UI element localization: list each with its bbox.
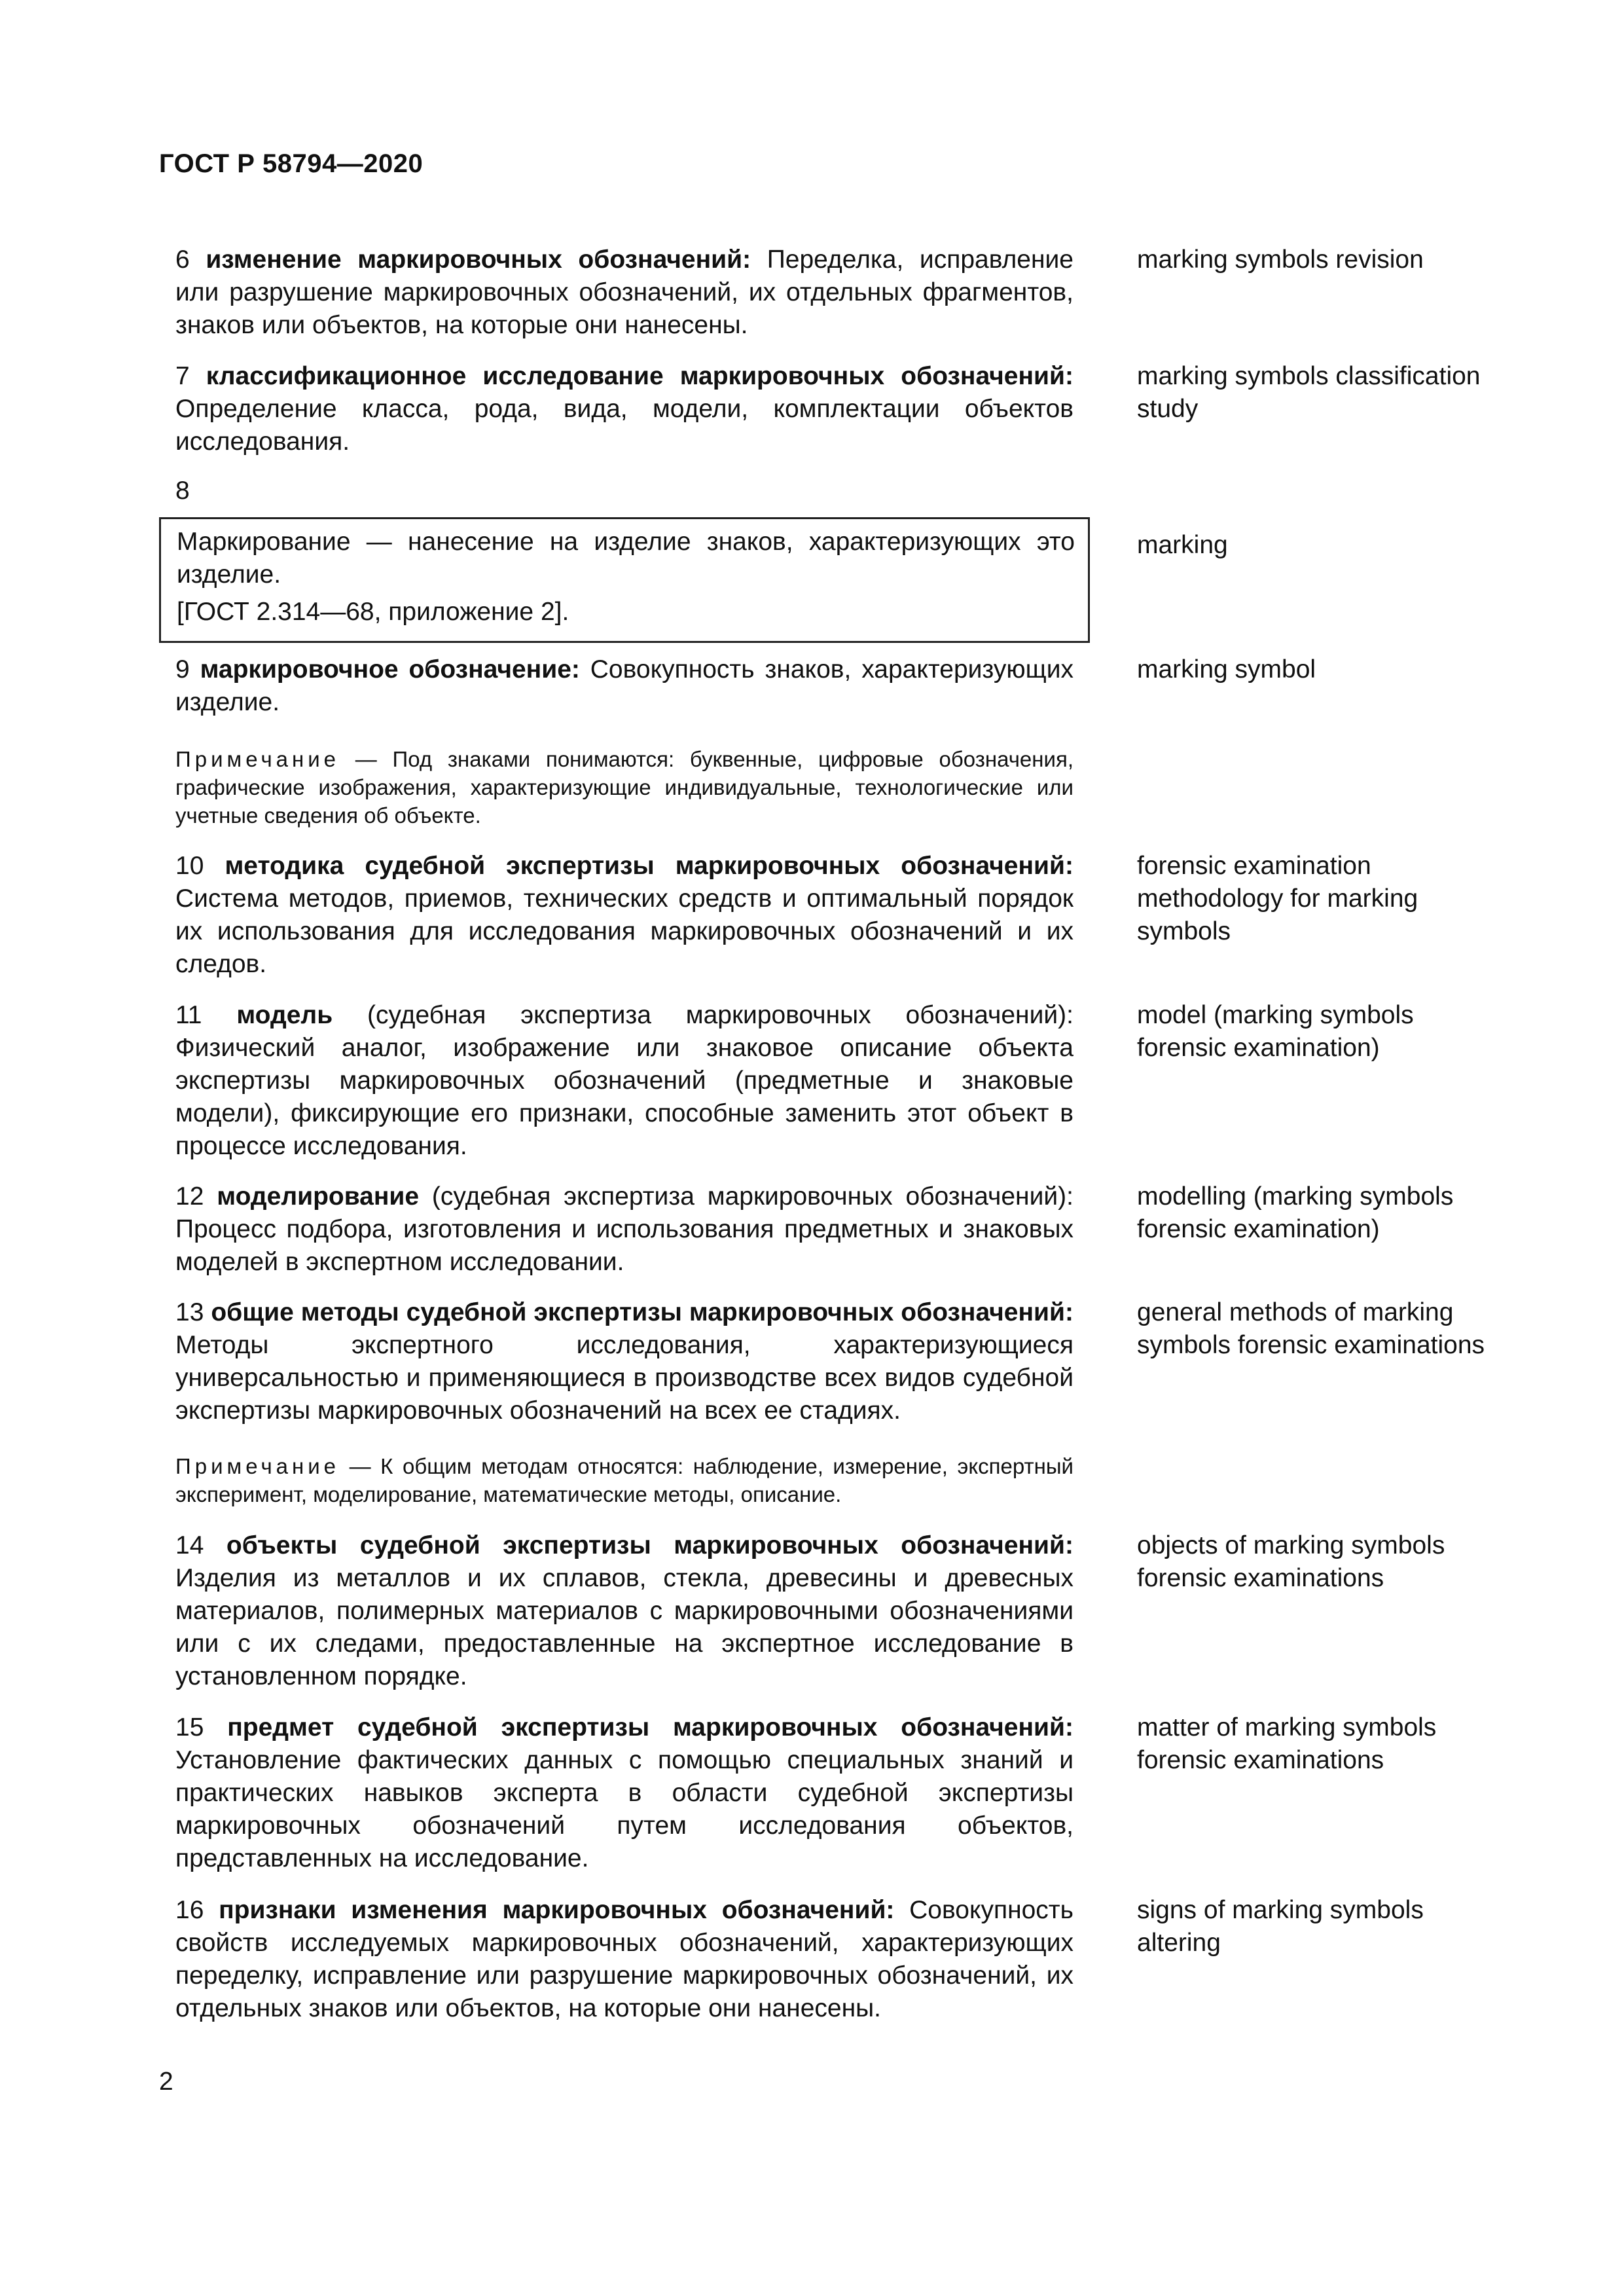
- entry-term: маркировочное обозначение:: [200, 655, 580, 683]
- note-text: — К общим методам относятся: наблюдение, измерение, экспертный эксперимент, моделирование, математические методы, описание.: [175, 1454, 1074, 1506]
- entry-14-text: 14 объекты судебной экспертизы маркировочных обозначений: Изделия из металлов и их сплавов, стекла, древесины и древесных материалов, полимерных материалов с маркировочными обозначениями или с их следами, предоставленные на экспертное исследование в установленном порядке.: [175, 1531, 1074, 1690]
- entry-definition: Методы экспертного исследования, характеризующиеся универсальностью и применяющиеся в производстве всех видов судебной экспертизы маркировочных обозначений на всех ее стадиях.: [175, 1331, 1074, 1425]
- entry-15-text: 15 предмет судебной экспертизы маркировочных обозначений: Установление фактических данных с помощью специальных знаний и практических навыков эксперта в области судебной экспертизы маркировочных обозначений путем исследования объектов, представленных на исследование.: [175, 1713, 1074, 1872]
- entry-term: предмет судебной экспертизы маркировочных обозначений:: [227, 1713, 1074, 1741]
- entry-16-text: 16 признаки изменения маркировочных обозначений: Совокупность свойств исследуемых маркировочных обозначений, характеризующих переделку, исправление или разрушение маркировочных обозначений, их отдельных знаков или объектов, на которые они нанесены.: [175, 1896, 1074, 2022]
- entry-13-text: 13 общие методы судебной экспертизы маркировочных обозначений: Методы экспертного исследования, характеризующиеся универсальностью и применяющиеся в производстве всех видов судебной экспертизы маркировочных обозначений на всех ее стадиях.: [175, 1298, 1074, 1425]
- entry-7-english: marking symbols classification study: [1137, 362, 1481, 423]
- entry-definition: Изделия из металлов и их сплавов, стекла, древесины и древесных материалов, полимерных материалов с маркировочными обозначениями или с их следами, предоставленные на экспертное исследование в установленном порядке.: [175, 1564, 1074, 1690]
- entry-6-english: marking symbols revision: [1137, 246, 1424, 274]
- entry-10-english: forensic examination methodology for marking symbols: [1137, 852, 1418, 945]
- entry-definition: (судебная экспертиза маркировочных обозначений): Процесс подбора, изготовления и использования предметных и знаковых моделей в экспертном исследовании.: [175, 1182, 1074, 1276]
- entry-11-english: model (marking symbols forensic examination): [1137, 1001, 1414, 1062]
- entry-6-text: 6 изменение маркировочных обозначений: Переделка, исправление или разрушение маркировочных обозначений, их отдельных фрагментов, знаков или объектов, на которые они нанесены.: [175, 246, 1074, 339]
- entry-10-text: 10 методика судебной экспертизы маркировочных обозначений: Система методов, приемов, технических средств и оптимальный порядок их использования для исследования маркировочных обозначений и их следов.: [175, 852, 1074, 978]
- page-number: 2: [159, 2068, 173, 2096]
- entry-12-text: 12 моделирование (судебная экспертиза маркировочных обозначений): Процесс подбора, изготовления и использования предметных и знаковых моделей в экспертном исследовании.: [175, 1182, 1074, 1276]
- note-text: — Под знаками понимаются: буквенные, цифровые обозначения, графические изображения, характеризующие индивидуальные, технологические или учетные сведения об объекте.: [175, 747, 1074, 828]
- entry-definition: Совокупность свойств исследуемых маркировочных обозначений, характеризующих переделку, исправление или разрушение маркировочных обозначений, их отдельных знаков или объектов, на которые они нанесены.: [175, 1896, 1074, 2022]
- entry-13-english: general methods of marking symbols forensic examinations: [1137, 1298, 1485, 1359]
- entry-8-english: marking: [1137, 531, 1228, 559]
- entry-definition: Совокупность знаков, характеризующих изделие.: [175, 655, 1074, 716]
- entry-9-english: marking symbol: [1137, 655, 1316, 683]
- note-label: Примечание: [175, 1454, 340, 1478]
- entry-term: признаки изменения маркировочных обозначений:: [219, 1896, 895, 1924]
- entry-7-text: 7 классификационное исследование маркировочных обозначений: Определение класса, рода, вида, модели, комплектации объектов исследования.: [175, 362, 1074, 456]
- entry-15-english: matter of marking symbols forensic examinations: [1137, 1713, 1437, 1774]
- entry-14-english: objects of marking symbols forensic examinations: [1137, 1531, 1445, 1592]
- entry-definition: нанесение на изделие знаков, характеризующих это изделие.: [177, 528, 1075, 589]
- entry-term: изменение маркировочных обозначений:: [206, 246, 751, 274]
- entry-8-number: 8: [175, 477, 190, 505]
- document-header: ГОСТ Р 58794—2020: [159, 149, 424, 178]
- entry-definition: Определение класса, рода, вида, модели, комплектации объектов исследования.: [175, 395, 1074, 456]
- note-2: [175, 1452, 1074, 1508]
- entry-term: Маркирование —: [177, 528, 392, 556]
- entry-8-source: [ГОСТ 2.314—68, приложение 2].: [177, 598, 569, 626]
- entry-term: модель: [236, 1001, 333, 1029]
- entry-8-box: [159, 517, 1090, 643]
- entry-12-english: modelling (marking symbols forensic examination): [1137, 1182, 1454, 1243]
- entry-definition: Установление фактических данных с помощью специальных знаний и практических навыков эксперта в области судебной экспертизы маркировочных обозначений путем исследования объектов, представленных на исследование.: [175, 1746, 1074, 1872]
- entry-term: методика судебной экспертизы маркировочных обозначений:: [225, 852, 1074, 880]
- entry-term: моделирование: [217, 1182, 420, 1211]
- entry-definition: (судебная экспертиза маркировочных обозначений): Физический аналог, изображение или знаковое описание объекта экспертизы маркировочных обозначений (предметные и знаковые модели), фиксирующие его признаки, способные заменить этот объект в процессе исследования.: [175, 1001, 1074, 1160]
- entry-definition: Система методов, приемов, технических средств и оптимальный порядок их использования для исследования маркировочных обозначений и их следов.: [175, 884, 1074, 978]
- entry-term: общие методы судебной экспертизы маркировочных обозначений:: [211, 1298, 1074, 1326]
- entry-definition: Переделка, исправление или разрушение маркировочных обозначений, их отдельных фрагментов, знаков или объектов, на которые они нанесены.: [175, 246, 1074, 339]
- entry-term: объекты судебной экспертизы маркировочных обозначений:: [226, 1531, 1074, 1559]
- entry-11-text: 11 модель (судебная экспертиза маркировочных обозначений): Физический аналог, изображение или знаковое описание объекта экспертизы маркировочных обозначений (предметные и знаковые модели), фиксирующие его признаки, способные заменить этот объект в процессе исследования.: [175, 1001, 1074, 1160]
- note-1: [175, 745, 1074, 829]
- entry-16-english: signs of marking symbols altering: [1137, 1896, 1424, 1957]
- note-label: Примечание: [175, 747, 340, 771]
- entry-term: классификационное исследование маркировочных обозначений:: [206, 362, 1074, 390]
- entry-8-text: [177, 526, 1075, 591]
- entry-9-text: 9 маркировочное обозначение: Совокупность знаков, характеризующих изделие.: [175, 655, 1074, 716]
